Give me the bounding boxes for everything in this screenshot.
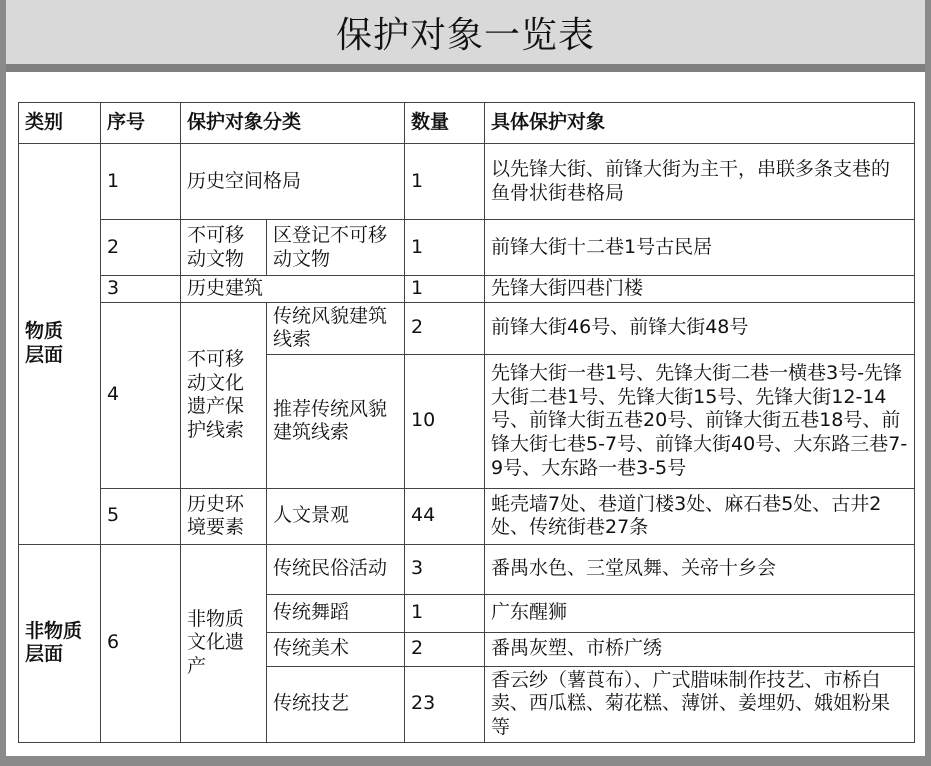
row-objects: 广东醒狮 (485, 594, 915, 632)
row-class: 历史建筑 (181, 276, 405, 303)
row-class-main: 不可移动文化遗产保护线索 (181, 302, 267, 488)
row-objects: 前锋大街46号、前锋大街48号 (485, 302, 915, 354)
title-bar (6, 0, 925, 72)
row-count: 44 (405, 488, 485, 544)
row-count: 1 (405, 144, 485, 220)
row-objects: 先锋大街四巷门楼 (485, 276, 915, 303)
table-row (19, 220, 915, 276)
category-intangible: 非物质 层面 (19, 544, 101, 742)
row-class-sub: 人文景观 (267, 488, 405, 544)
row-objects: 香云纱（薯莨布）、广式腊味制作技艺、市桥白卖、西瓜糕、菊花糕、薄饼、姜埋奶、娥姐粉果等 (485, 666, 915, 742)
row-class-sub: 传统技艺 (267, 666, 405, 742)
row-index: 6 (101, 544, 181, 742)
category-material: 物质 层面 (19, 144, 101, 545)
table-header-row (19, 103, 915, 144)
row-index: 5 (101, 488, 181, 544)
row-class-sub: 推荐传统风貌建筑线索 (267, 354, 405, 488)
table-row (19, 144, 915, 220)
row-index: 2 (101, 220, 181, 276)
row-objects: 前锋大街十二巷1号古民居 (485, 220, 915, 276)
row-count: 3 (405, 544, 485, 594)
row-class-sub: 传统舞蹈 (267, 594, 405, 632)
table-row (19, 544, 915, 594)
header-count: 数量 (405, 103, 485, 144)
row-count: 2 (405, 302, 485, 354)
header-classification: 保护对象分类 (181, 103, 405, 144)
row-objects: 蚝壳墙7处、巷道门楼3处、麻石巷5处、古井2处、传统街巷27条 (485, 488, 915, 544)
table-row (19, 276, 915, 303)
row-index: 1 (101, 144, 181, 220)
row-objects: 番禺水色、三堂凤舞、关帝十乡会 (485, 544, 915, 594)
table-row (19, 488, 915, 544)
header-category: 类别 (19, 103, 101, 144)
row-count: 10 (405, 354, 485, 488)
row-class-sub: 传统美术 (267, 632, 405, 666)
row-count: 1 (405, 276, 485, 303)
row-class: 历史空间格局 (181, 144, 405, 220)
row-class-main: 历史环境要素 (181, 488, 267, 544)
row-count: 2 (405, 632, 485, 666)
row-count: 1 (405, 220, 485, 276)
row-class-sub: 区登记不可移动文物 (267, 220, 405, 276)
table-row (19, 302, 915, 354)
row-class-sub: 传统风貌建筑线索 (267, 302, 405, 354)
row-class-sub: 传统民俗活动 (267, 544, 405, 594)
protection-objects-table (18, 102, 915, 743)
row-objects: 先锋大街一巷1号、先锋大街二巷一横巷3号-先锋大街二巷1号、先锋大街15号、先锋大街12-14号、前锋大街五巷20号、前锋大街五巷18号、前锋大街七巷5-7号、前锋大街40号、大东路三巷7-9号、大东路一巷3-5号 (485, 354, 915, 488)
page-title: 保护对象一览表 (335, 14, 595, 56)
header-index: 序号 (101, 103, 181, 144)
row-class-main: 不可移动文物 (181, 220, 267, 276)
header-objects: 具体保护对象 (485, 103, 915, 144)
row-index: 3 (101, 276, 181, 303)
row-count: 23 (405, 666, 485, 742)
row-objects: 以先锋大街、前锋大街为主干，串联多条支巷的鱼骨状街巷格局 (485, 144, 915, 220)
row-index: 4 (101, 302, 181, 488)
row-class-main: 非物质文化遗产 (181, 544, 267, 742)
row-count: 1 (405, 594, 485, 632)
row-objects: 番禺灰塑、市桥广绣 (485, 632, 915, 666)
